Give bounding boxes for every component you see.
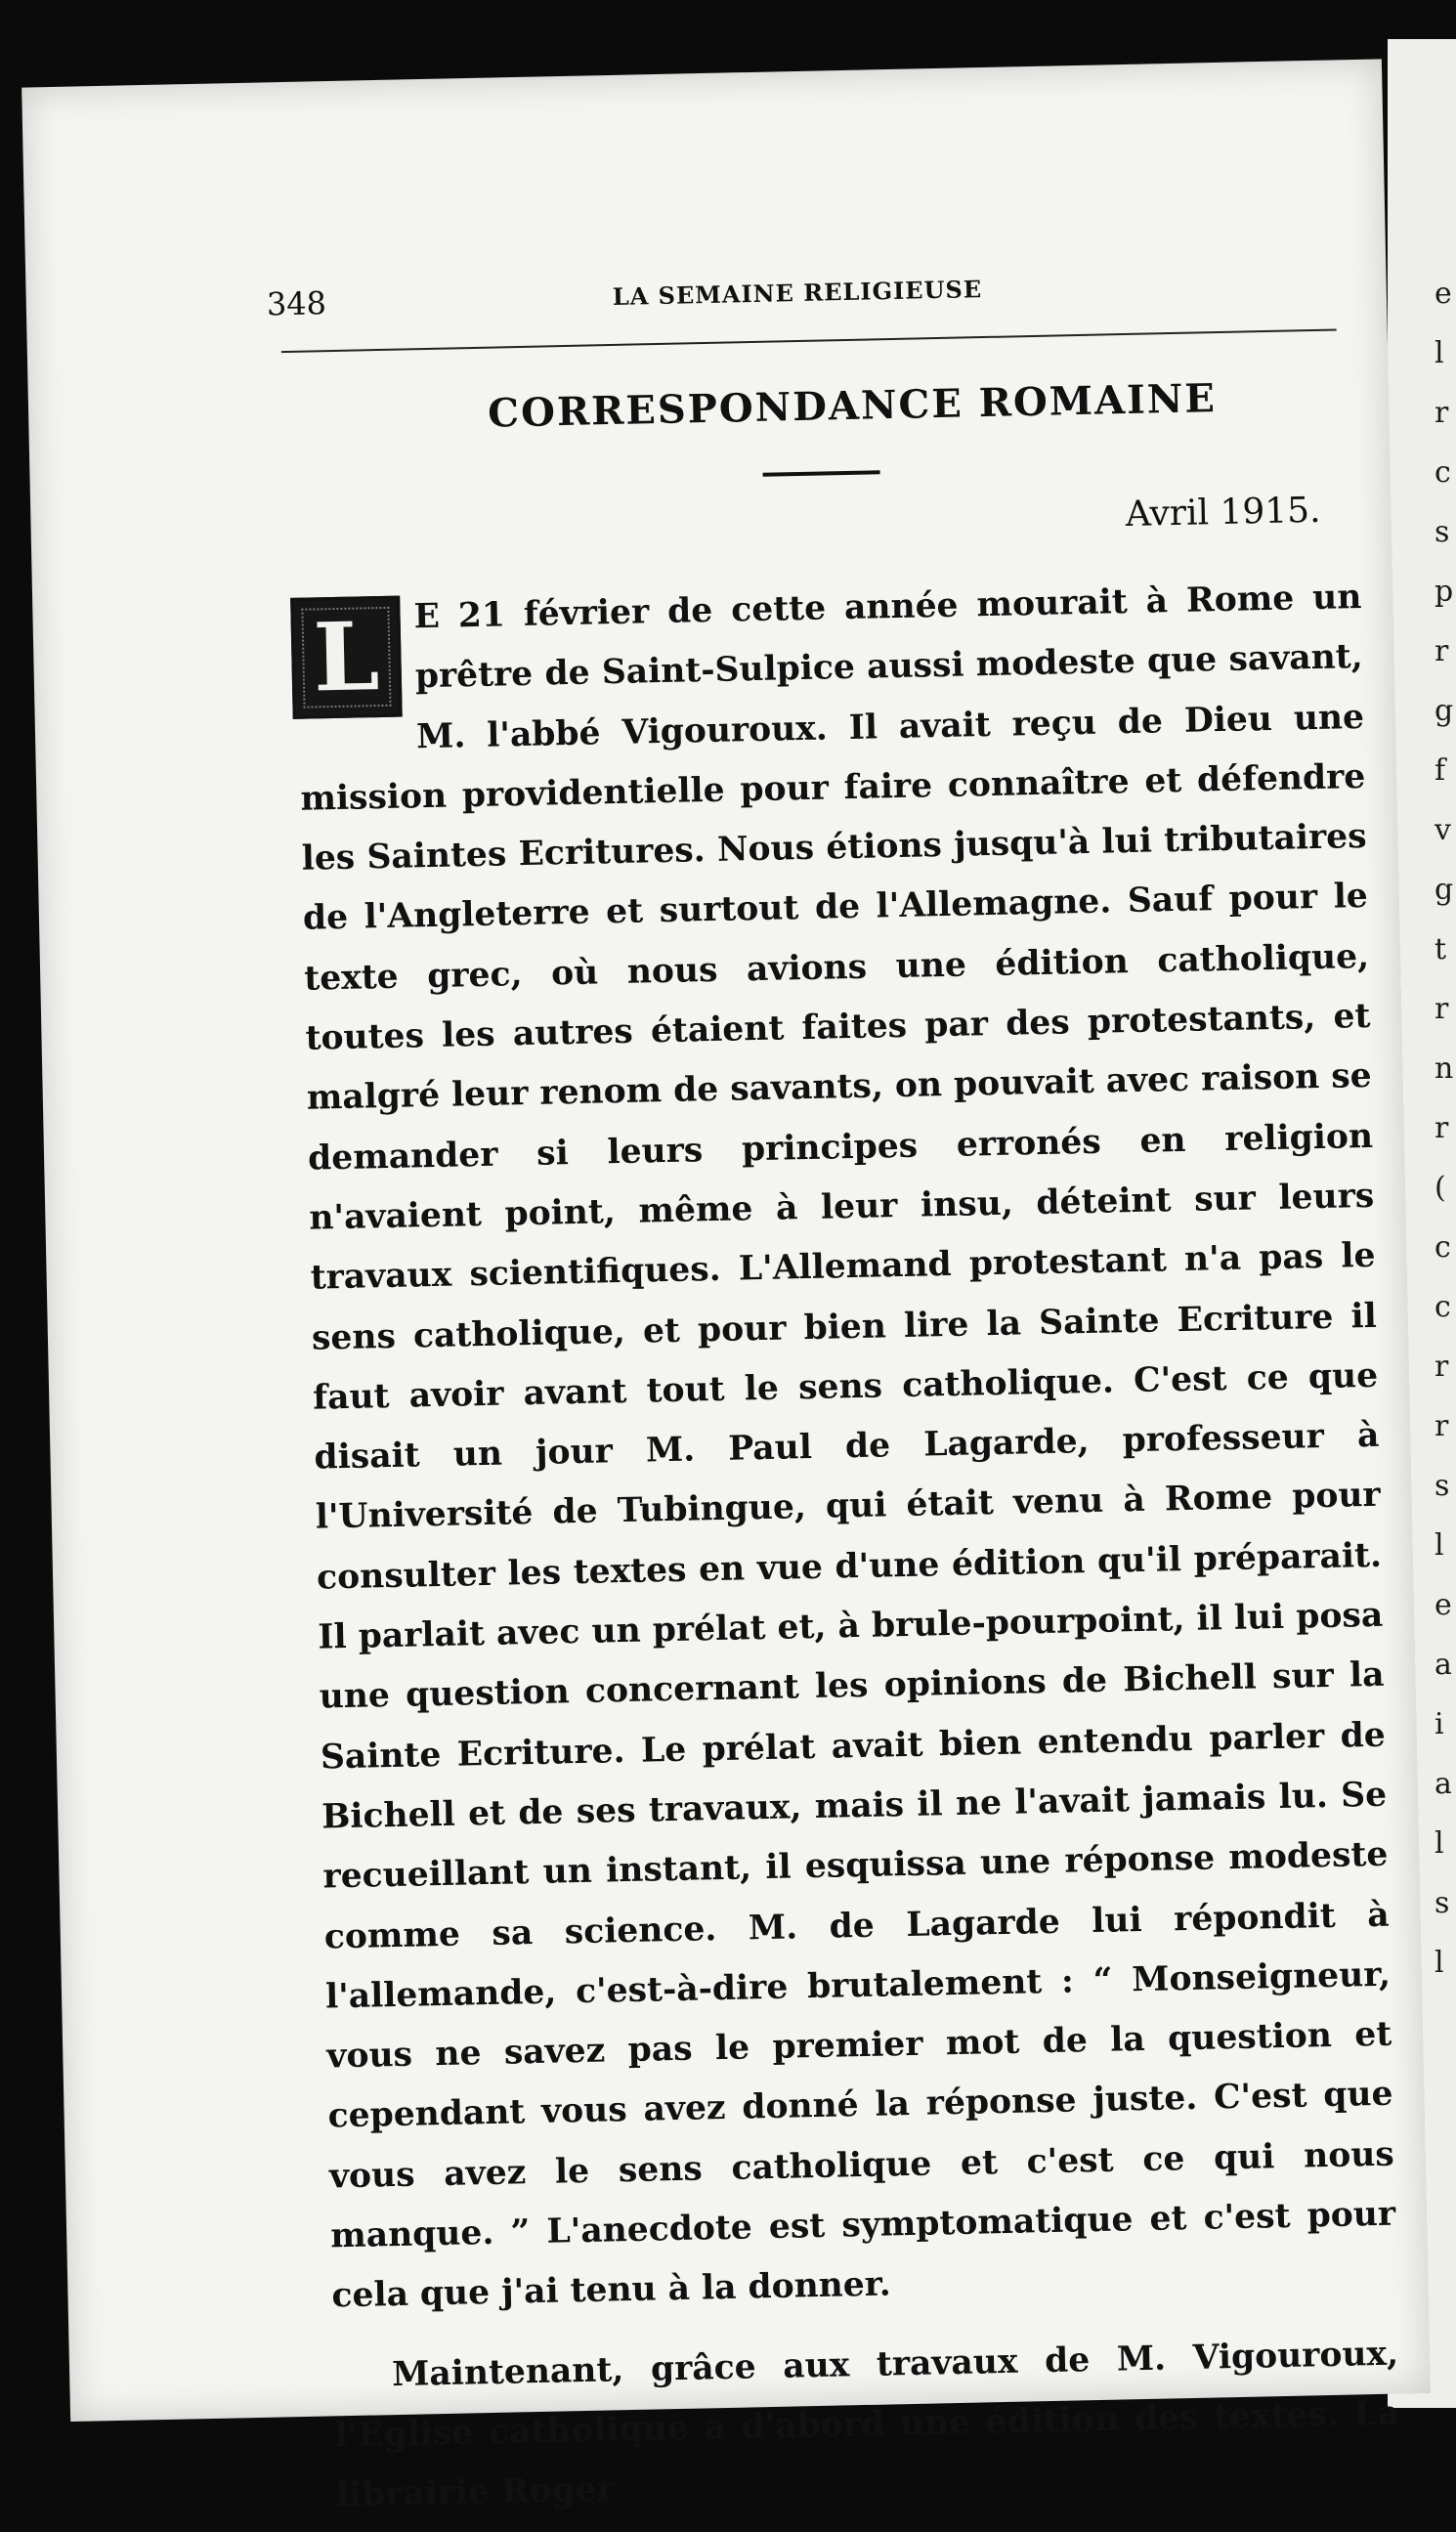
facing-page-letter: e [1435,277,1452,311]
paragraph-1-text: E 21 février de cette année mourait à Rome un prêtre de Saint-Sulpice aussi modeste que savant, M. l'abbé Vigouroux. Il avait reçu de Dieu une mission providentielle pour faire connaître et défendre les Saintes Ecritures. Nous étions jusqu'à lui tributaires de l'Angleterre et surtout de l'Allemagne. Sauf pour le texte grec, où nous avions une édition catholique, toutes les autres étaient faites par des protestants, et malgré leur renom de savants, on pouvait avec raison se demander si leurs principes erronés en religion n'avaient point, même à leur insu, déteint sur leurs travaux scientifiques. L'Allemand protestant n'a pas le sens catholique, et pour bien lire la Sainte Ecriture il faut avoir avant tout le sens catholique. C'est ce que disait un jour M. Paul de Lagarde, professeur à l'Université de Tubingue, qui était venu à Rome pour consulter les textes en vue d'une édition qu'il préparait. Il parlait avec un prélat et, à brule-pourpoint, il lui posa une question concernant les opinions de Bichell sur la Sainte Ecriture. Le prélat avait bien entendu parler de Bichell et de ses travaux, mais il ne l'avait jamais lu. Se recueillant un instant, il esquissa une réponse modeste comme sa science. M. de Lagarde lui répondit à l'allemande, c'est-à-dire brutalement : “ Monseigneur, vous ne savez pas le premier mot de la question et cependant vous avez donné la réponse juste. C'est que vous avez le sens catholique et c'est ce qui nous manque. ” L'anecdote est symptomatique et c'est pour cela que j'ai tenu à la donner. [300,577,1396,2316]
title-rule [763,470,880,477]
facing-page-letter: r [1435,1111,1449,1145]
drop-cap-letter: L [312,601,381,713]
facing-page-letter: e [1435,1588,1452,1622]
facing-page-letter: l [1435,336,1444,370]
facing-page-letter: r [1435,396,1449,430]
facing-page-letter: r [1435,1350,1449,1384]
facing-page-letter: s [1435,1469,1450,1503]
facing-page-letter: r [1435,992,1449,1026]
facing-page-letter: n [1435,1051,1454,1086]
facing-page-letter: r [1435,1409,1449,1443]
facing-page-letter: i [1435,1707,1444,1741]
facing-page-letter: s [1435,1886,1450,1920]
facing-page-letter: c [1435,455,1451,490]
facing-page-letters [1435,264,1454,1993]
article-body [296,568,1401,2526]
facing-page-letter: v [1435,813,1451,847]
facing-page-letter: a [1435,1767,1452,1801]
facing-page-letter: ( [1435,1171,1446,1205]
facing-page-letter: g [1435,873,1454,907]
paragraph-2: Maintenant, grâce aux travaux de M. Vigouroux, l'Eglise catholique a d'abord une édition des textes. La librairie Roger [334,2334,1400,2515]
date-line: Avril 1915. [1125,490,1321,536]
book-page [21,59,1431,2515]
section-title: CORRESPONDANCE ROMAINE [487,375,1218,437]
facing-page-letter: l [1435,1528,1444,1563]
facing-page-letter: p [1435,575,1454,609]
page-number: 348 [266,284,327,323]
header-rule [281,328,1337,353]
facing-page-letter: f [1435,753,1446,788]
facing-page-letter: a [1435,1648,1452,1682]
facing-page-letter: l [1435,1826,1444,1861]
running-head [260,255,1336,326]
facing-page-letter: l [1435,1946,1444,1980]
drop-cap [290,596,403,719]
running-title: LA SEMAINE RELIGIEUSE [612,275,983,311]
facing-page-letter: g [1435,694,1454,728]
facing-page-letter: t [1435,932,1447,966]
facing-page-letter: c [1435,1230,1451,1265]
facing-page-letter: c [1435,1290,1451,1324]
facing-page-letter: s [1435,515,1450,549]
facing-page-letter: r [1435,634,1449,668]
page-content [260,255,1400,2515]
paragraph-1 [296,568,1397,2327]
